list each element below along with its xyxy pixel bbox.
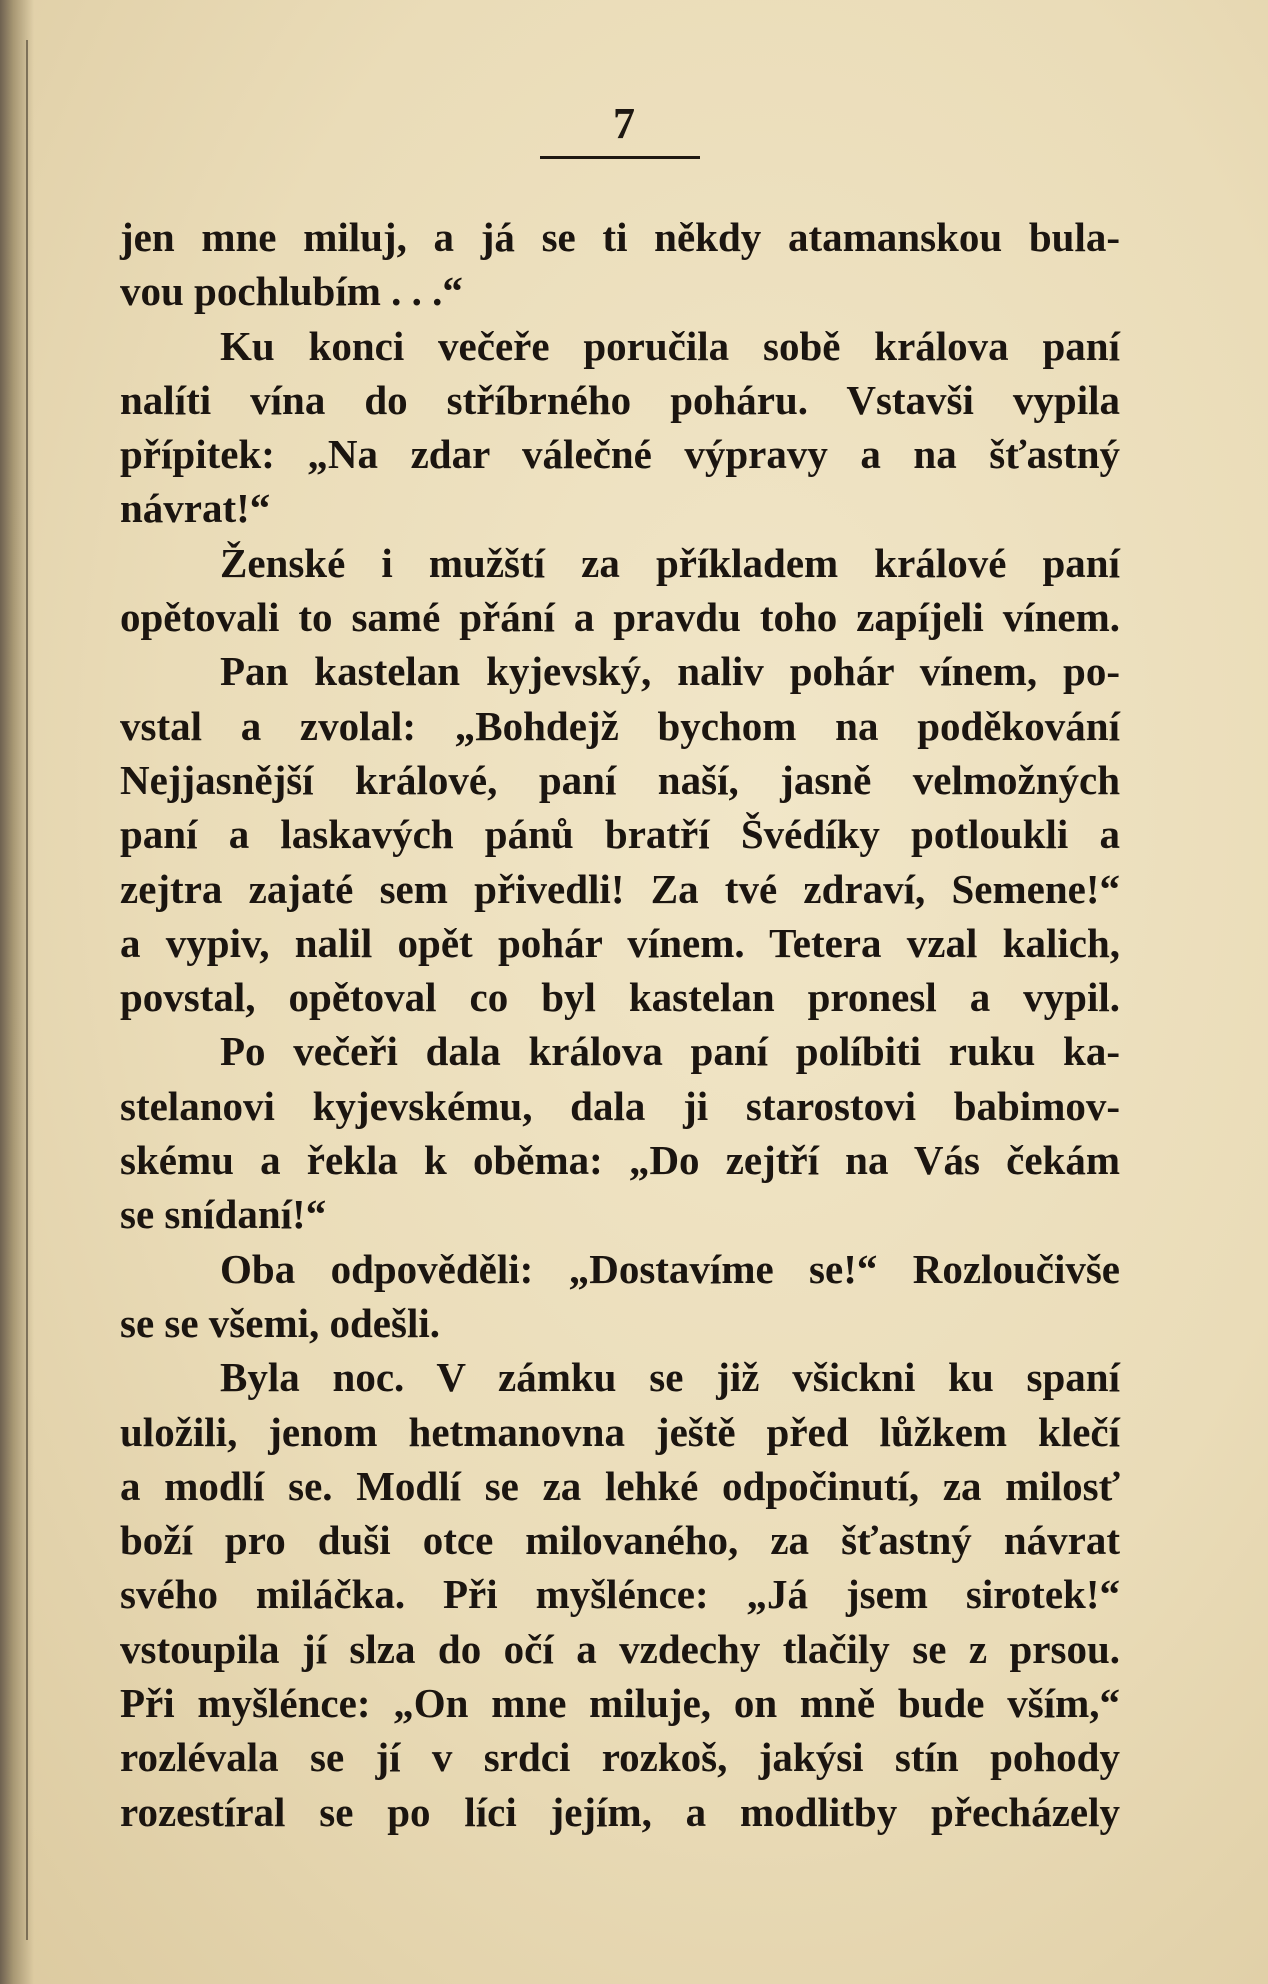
text-line: Ku konci večeře poručila sobě králova paní — [220, 322, 1120, 369]
text-line: Nejjasnější králové, paní naší, jasně velmožných — [120, 756, 1120, 803]
text-line: vstal a zvolal: „Bohdejž bychom na poděkování — [120, 702, 1120, 749]
text-line: uložili, jenom hetmanovna ještě před lůžkem klečí — [120, 1408, 1120, 1455]
binding-shadow — [0, 0, 34, 1984]
page-number: 7 — [613, 99, 635, 148]
text-line: návrat!“ — [120, 485, 271, 532]
text-line: Pan kastelan kyjevský, naliv pohár vínem, po- — [220, 648, 1120, 695]
text-line: svého miláčka. Při myšlénce: „Já jsem sirotek!“ — [120, 1571, 1120, 1618]
text-line: zejtra zajaté sem přivedli! Za tvé zdraví, Semene!“ — [120, 865, 1120, 912]
text-line: Ženské i mužští za příkladem králové paní — [220, 539, 1120, 586]
text-line: paní a laskavých pánů bratří Švédíky potloukli a — [120, 811, 1120, 858]
binding-edge — [26, 40, 28, 1940]
header-rule — [540, 156, 700, 159]
body-text — [120, 210, 1120, 1839]
text-line: přípitek: „Na zdar válečné výpravy a na šťastný — [120, 431, 1120, 478]
text-line: a vypiv, nalil opět pohár vínem. Tetera vzal kalich, — [120, 919, 1120, 966]
text-line: boží pro duši otce milovaného, za šťastný návrat — [120, 1517, 1120, 1564]
text-line: Oba odpověděli: „Dostavíme se!“ Rozloučivše — [220, 1245, 1120, 1292]
text-line: se snídaní!“ — [120, 1191, 327, 1238]
text-line: nalíti vína do stříbrného poháru. Vstavši vypila — [120, 376, 1120, 423]
text-line: jen mne miluj, a já se ti někdy atamanskou bula- — [120, 214, 1120, 260]
text-line: se se všemi, odešli. — [120, 1299, 440, 1346]
text-line: Při myšlénce: „On mne miluje, on mně bude vším,“ — [120, 1680, 1120, 1727]
text-line: povstal, opětoval co byl kastelan pronesl a vypil. — [120, 974, 1120, 1021]
text-line: rozlévala se jí v srdci rozkoš, jakýsi stín pohody — [120, 1734, 1120, 1781]
text-line: vstoupila jí slza do očí a vzdechy tlačily se z prsou. — [120, 1625, 1120, 1672]
text-line: Byla noc. V zámku se již všickni ku spaní — [220, 1354, 1120, 1401]
text-line: vou pochlubím . . .“ — [120, 268, 463, 315]
text-line: Po večeři dala králova paní políbiti ruku ka- — [220, 1028, 1120, 1075]
text-line: opětovali to samé přání a pravdu toho zapíjeli vínem. — [120, 594, 1120, 641]
text-line: a modlí se. Modlí se za lehké odpočinutí, za milosť — [120, 1462, 1120, 1509]
text-line: skému a řekla k oběma: „Do zejtří na Vás čekám — [120, 1137, 1120, 1184]
text-line: rozestíral se po líci jejím, a modlitby přecházely — [120, 1788, 1120, 1835]
text-line: stelanovi kyjevskému, dala ji starostovi babimov- — [120, 1082, 1120, 1129]
